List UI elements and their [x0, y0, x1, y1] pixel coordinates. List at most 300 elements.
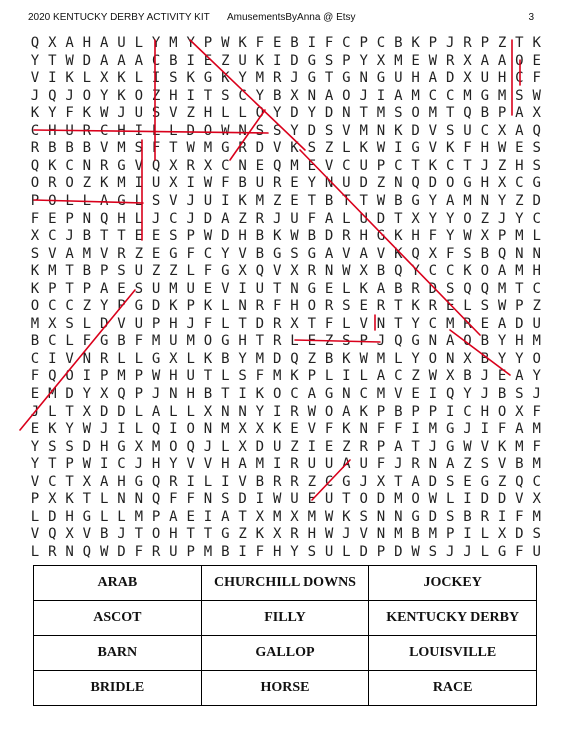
grid-letter: A — [169, 508, 178, 525]
grid-letter: Y — [99, 87, 109, 104]
grid-letter: L — [30, 508, 40, 525]
grid-letter: B — [480, 333, 490, 350]
grid-letter: S — [445, 122, 455, 139]
grid-letter: L — [463, 298, 472, 315]
grid-letter: U — [532, 315, 541, 332]
grid-letter: V — [99, 245, 109, 262]
grid-letter: V — [342, 245, 351, 262]
grid-letter: P — [445, 526, 455, 543]
grid-letter: W — [463, 228, 472, 245]
grid-letter: F — [532, 403, 541, 420]
grid-letter: P — [497, 105, 507, 122]
grid-letter: L — [342, 280, 351, 297]
grid-letter: J — [134, 456, 144, 473]
grid-letter: V — [117, 315, 126, 332]
grid-letter: Y — [255, 403, 265, 420]
grid-letter: T — [324, 70, 334, 87]
grid-letter: J — [65, 87, 74, 104]
grid-letter: D — [117, 543, 126, 560]
grid-letter: N — [65, 543, 74, 560]
grid-letter: C — [445, 263, 455, 280]
grid-letter: K — [290, 368, 299, 385]
grid-letter: X — [203, 157, 213, 174]
grid-letter: W — [151, 368, 161, 385]
grid-letter: L — [134, 35, 144, 51]
grid-letter: F — [428, 228, 438, 245]
grid-letter: P — [151, 315, 161, 332]
grid-letter: L — [99, 508, 109, 525]
grid-letter: X — [359, 263, 368, 280]
grid-letter: G — [324, 386, 334, 402]
grid-letter: A — [376, 368, 386, 385]
grid-letter: T — [394, 315, 403, 332]
grid-letter: H — [238, 333, 247, 350]
grid-letter: D — [480, 491, 490, 508]
grid-letter: I — [117, 421, 126, 438]
grid-letter: U — [186, 368, 195, 385]
grid-letter: K — [117, 87, 126, 104]
grid-letter: K — [48, 421, 57, 438]
grid-letter: B — [394, 403, 403, 420]
grid-letter: B — [376, 263, 386, 280]
grid-letter: J — [117, 526, 126, 543]
grid-letter: J — [463, 421, 472, 438]
grid-letter: J — [497, 210, 507, 227]
grid-letter: L — [394, 350, 403, 367]
grid-letter: L — [238, 105, 247, 122]
grid-letter: F — [221, 175, 230, 192]
grid-letter: L — [65, 333, 74, 350]
grid-letter: F — [186, 491, 195, 508]
grid-letter: K — [65, 491, 74, 508]
grid-letter: M — [394, 491, 403, 508]
grid-letter: C — [65, 157, 74, 174]
grid-letter: M — [394, 52, 403, 69]
grid-letter: B — [307, 228, 317, 245]
grid-letter: Y — [307, 105, 317, 122]
grid-letter: U — [238, 52, 247, 69]
grid-letter: S — [307, 140, 317, 157]
grid-letter: T — [48, 52, 57, 69]
grid-letter: L — [359, 368, 368, 385]
grid-letter: X — [376, 473, 386, 490]
grid-letter: U — [151, 280, 161, 297]
grid-letter: G — [376, 70, 386, 87]
grid-letter: U — [394, 70, 403, 87]
grid-letter: J — [480, 157, 490, 174]
grid-letter: R — [290, 456, 299, 473]
grid-letter: V — [272, 263, 282, 280]
grid-letter: U — [134, 105, 144, 122]
grid-letter: H — [169, 368, 178, 385]
grid-letter: S — [324, 122, 334, 139]
grid-letter: O — [82, 87, 92, 104]
grid-letter: Q — [515, 473, 524, 490]
grid-letter: N — [480, 192, 490, 209]
grid-letter: N — [82, 350, 92, 367]
grid-letter: S — [238, 368, 247, 385]
grid-letter: G — [411, 333, 420, 350]
grid-letter: I — [307, 438, 317, 455]
grid-letter: P — [428, 403, 438, 420]
grid-letter: C — [359, 386, 368, 402]
grid-letter: X — [497, 175, 507, 192]
grid-letter: N — [307, 87, 317, 104]
grid-letter: P — [359, 35, 368, 51]
grid-letter: T — [48, 456, 57, 473]
grid-letter: B — [394, 192, 403, 209]
grid-letter: P — [376, 543, 386, 560]
grid-letter: L — [342, 210, 351, 227]
grid-letter: T — [342, 491, 351, 508]
grid-letter: C — [99, 122, 109, 139]
grid-letter: F — [30, 210, 40, 227]
grid-letter: L — [82, 192, 92, 209]
grid-letter: I — [463, 491, 472, 508]
grid-letter: A — [117, 52, 126, 69]
grid-letter: M — [255, 456, 265, 473]
grid-letter: V — [99, 140, 109, 157]
grid-letter: D — [255, 438, 265, 455]
grid-letter: A — [65, 245, 74, 262]
grid-letter: H — [203, 105, 213, 122]
grid-letter: R — [480, 508, 490, 525]
grid-letter: U — [290, 491, 299, 508]
word-jockey: JOCKEY — [369, 566, 537, 601]
grid-letter: F — [515, 543, 524, 560]
grid-letter: T — [394, 210, 403, 227]
grid-letter: D — [428, 508, 438, 525]
grid-letter: I — [82, 368, 92, 385]
grid-letter: K — [359, 280, 368, 297]
grid-letter: V — [359, 526, 368, 543]
grid-letter: M — [186, 333, 195, 350]
grid-letter: Q — [82, 543, 92, 560]
grid-letter: R — [307, 263, 317, 280]
grid-letter: K — [359, 403, 368, 420]
grid-letter: A — [307, 386, 317, 402]
grid-letter: F — [255, 35, 265, 51]
grid-letter: A — [445, 456, 455, 473]
grid-letter: E — [307, 157, 317, 174]
grid-letter: T — [359, 105, 368, 122]
grid-letter: W — [497, 140, 507, 157]
word-horse: HORSE — [201, 671, 369, 706]
grid-letter: A — [342, 403, 351, 420]
grid-letter: N — [532, 245, 541, 262]
grid-letter: E — [203, 52, 213, 69]
grid-letter: U — [186, 280, 195, 297]
grid-letter: A — [324, 87, 334, 104]
grid-letter: Z — [497, 35, 507, 51]
grid-letter: V — [238, 245, 247, 262]
grid-letter: R — [290, 403, 299, 420]
grid-letter: W — [497, 298, 507, 315]
grid-letter: H — [169, 87, 178, 104]
grid-letter: S — [169, 70, 178, 87]
grid-letter: Y — [186, 35, 195, 51]
grid-letter: P — [65, 210, 74, 227]
grid-letter: D — [65, 386, 74, 402]
grid-letter: K — [272, 421, 282, 438]
grid-letter: H — [65, 508, 74, 525]
grid-letter: O — [359, 491, 368, 508]
grid-letter: G — [411, 192, 420, 209]
grid-letter: U — [203, 192, 213, 209]
grid-letter: Y — [99, 298, 109, 315]
grid-letter: M — [394, 526, 403, 543]
grid-letter: D — [272, 350, 282, 367]
grid-letter: N — [117, 491, 126, 508]
grid-letter: E — [151, 228, 161, 245]
grid-letter: L — [48, 403, 57, 420]
grid-letter: B — [238, 175, 247, 192]
grid-letter: V — [359, 315, 368, 332]
grid-letter: T — [65, 403, 74, 420]
grid-letter: M — [117, 175, 126, 192]
grid-letter: M — [428, 105, 438, 122]
grid-letter: R — [238, 140, 247, 157]
grid-letter: T — [99, 228, 109, 245]
grid-letter: F — [324, 315, 334, 332]
grid-letter: M — [290, 157, 299, 174]
grid-letter: I — [221, 192, 230, 209]
grid-letter: I — [99, 456, 109, 473]
grid-letter: E — [117, 280, 126, 297]
grid-letter: U — [65, 122, 74, 139]
grid-letter: D — [359, 175, 368, 192]
grid-letter: O — [30, 175, 40, 192]
grid-letter: M — [376, 386, 386, 402]
grid-letter: J — [359, 87, 368, 104]
grid-letter: F — [203, 263, 213, 280]
grid-letter: N — [134, 491, 144, 508]
grid-letter: K — [203, 298, 213, 315]
grid-letter: V — [186, 456, 195, 473]
grid-letter: F — [307, 210, 317, 227]
grid-letter: S — [30, 245, 40, 262]
grid-letter: X — [290, 508, 299, 525]
grid-letter: E — [272, 35, 282, 51]
grid-letter: A — [497, 52, 507, 69]
grid-letter: W — [290, 228, 299, 245]
grid-letter: E — [30, 386, 40, 402]
grid-letter: M — [151, 333, 161, 350]
grid-letter: N — [394, 175, 403, 192]
grid-letter: U — [324, 491, 334, 508]
grid-letter: R — [411, 456, 420, 473]
grid-letter: Y — [532, 368, 541, 385]
grid-letter: Y — [238, 350, 247, 367]
grid-letter: Z — [515, 192, 524, 209]
grid-letter: I — [394, 140, 403, 157]
grid-letter: Z — [82, 298, 92, 315]
grid-letter: Y — [463, 386, 472, 402]
grid-letter: A — [428, 70, 438, 87]
grid-letter: K — [411, 35, 420, 51]
grid-letter: U — [151, 175, 161, 192]
grid-letter: U — [463, 122, 472, 139]
grid-letter: A — [515, 421, 524, 438]
grid-letter: Z — [169, 263, 178, 280]
grid-letter: K — [342, 508, 351, 525]
grid-letter: V — [515, 491, 524, 508]
grid-letter: I — [463, 526, 472, 543]
grid-letter: D — [445, 70, 455, 87]
grid-letter: P — [480, 35, 490, 51]
grid-letter: H — [238, 228, 247, 245]
grid-letter: Z — [307, 350, 317, 367]
grid-letter: Z — [324, 140, 334, 157]
word-arab: ARAB — [34, 566, 202, 601]
grid-letter: Z — [272, 192, 282, 209]
grid-letter: C — [342, 157, 351, 174]
grid-letter: K — [186, 70, 195, 87]
grid-letter: C — [532, 280, 541, 297]
grid-letter: R — [272, 175, 282, 192]
grid-letter: S — [221, 491, 230, 508]
grid-letter: R — [290, 473, 299, 490]
grid-letter: O — [463, 333, 472, 350]
word-churchill-downs: CHURCHILL DOWNS — [201, 566, 369, 601]
grid-letter: D — [255, 315, 265, 332]
grid-letter: N — [376, 526, 386, 543]
grid-letter: C — [445, 87, 455, 104]
grid-letter: N — [238, 298, 247, 315]
grid-letter: K — [255, 526, 265, 543]
grid-letter: P — [117, 298, 126, 315]
grid-letter: O — [463, 210, 472, 227]
grid-letter: A — [515, 105, 524, 122]
grid-letter: B — [290, 35, 299, 51]
grid-letter: S — [532, 157, 541, 174]
grid-letter: L — [221, 315, 230, 332]
grid-letter: U — [532, 543, 541, 560]
grid-letter: S — [480, 298, 490, 315]
grid-letter: U — [255, 175, 265, 192]
grid-letter: W — [376, 140, 386, 157]
grid-letter: K — [532, 35, 541, 51]
grid-letter: N — [359, 70, 368, 87]
grid-letter: T — [117, 228, 126, 245]
grid-letter: N — [238, 403, 247, 420]
grid-letter: I — [255, 491, 265, 508]
grid-letter: Y — [359, 52, 368, 69]
grid-letter: X — [82, 473, 92, 490]
grid-letter: E — [480, 315, 490, 332]
grid-letter: F — [463, 140, 472, 157]
grid-letter: Y — [290, 543, 299, 560]
grid-letter: D — [255, 140, 265, 157]
grid-letter: R — [255, 210, 265, 227]
word-search-grid — [26, 33, 544, 559]
grid-letter: M — [117, 368, 126, 385]
grid-letter: S — [151, 105, 161, 122]
grid-letter: W — [186, 140, 195, 157]
grid-letter: X — [48, 491, 57, 508]
grid-letter: O — [203, 122, 213, 139]
grid-letter: V — [307, 421, 317, 438]
grid-letter: M — [515, 438, 524, 455]
grid-letter: L — [169, 122, 178, 139]
grid-letter: X — [255, 421, 265, 438]
grid-letter: H — [480, 403, 490, 420]
grid-letter: B — [394, 280, 403, 297]
grid-letter: H — [117, 210, 126, 227]
grid-letter: N — [376, 122, 386, 139]
grid-letter: U — [169, 543, 178, 560]
grid-letter: Z — [497, 157, 507, 174]
grid-letter: L — [134, 210, 144, 227]
grid-letter: H — [186, 386, 195, 402]
grid-letter: Q — [394, 263, 403, 280]
shop-credit: AmusementsByAnna @ Etsy — [227, 12, 356, 23]
grid-letter: V — [30, 526, 40, 543]
grid-letter: N — [221, 403, 230, 420]
grid-letter: I — [272, 456, 282, 473]
grid-letter: J — [342, 526, 351, 543]
grid-letter: B — [497, 386, 507, 402]
grid-letter: N — [324, 263, 334, 280]
grid-letter: O — [411, 491, 420, 508]
grid-letter: D — [324, 105, 334, 122]
grid-letter: V — [497, 456, 507, 473]
grid-letter: M — [445, 315, 455, 332]
grid-letter: D — [290, 52, 299, 69]
grid-letter: B — [30, 333, 40, 350]
grid-letter: B — [65, 140, 74, 157]
grid-letter: I — [376, 87, 386, 104]
word-filly: FILLY — [201, 601, 369, 636]
grid-letter: R — [48, 175, 57, 192]
grid-letter: I — [411, 421, 420, 438]
grid-letter: K — [445, 140, 455, 157]
word-barn: BARN — [34, 636, 202, 671]
page-number: 3 — [528, 12, 534, 23]
grid-letter: P — [48, 280, 57, 297]
grid-letter: I — [186, 175, 195, 192]
grid-letter: B — [82, 263, 92, 280]
grid-letter: G — [463, 175, 472, 192]
word-list-table — [33, 565, 537, 706]
grid-letter: G — [134, 298, 144, 315]
grid-letter: B — [394, 35, 403, 51]
grid-letter: X — [238, 421, 247, 438]
grid-letter: Y — [151, 35, 161, 51]
grid-letter: Q — [394, 333, 403, 350]
grid-letter: S — [65, 438, 74, 455]
grid-letter: C — [221, 157, 230, 174]
grid-letter: N — [428, 456, 438, 473]
grid-letter: M — [515, 228, 524, 245]
grid-letter: B — [203, 386, 213, 402]
grid-letter: X — [48, 315, 57, 332]
grid-letter: J — [480, 386, 490, 402]
grid-letter: Y — [272, 105, 282, 122]
grid-letter: P — [30, 491, 40, 508]
grid-letter: C — [117, 456, 126, 473]
grid-letter: D — [117, 403, 126, 420]
grid-letter: V — [272, 140, 282, 157]
grid-letter: C — [515, 70, 524, 87]
grid-letter: I — [238, 386, 247, 402]
grid-letter: X — [463, 70, 472, 87]
grid-letter: Y — [65, 421, 74, 438]
grid-letter: H — [117, 122, 126, 139]
grid-letter: P — [134, 386, 144, 402]
grid-letter: H — [359, 228, 368, 245]
grid-letter: X — [255, 508, 265, 525]
